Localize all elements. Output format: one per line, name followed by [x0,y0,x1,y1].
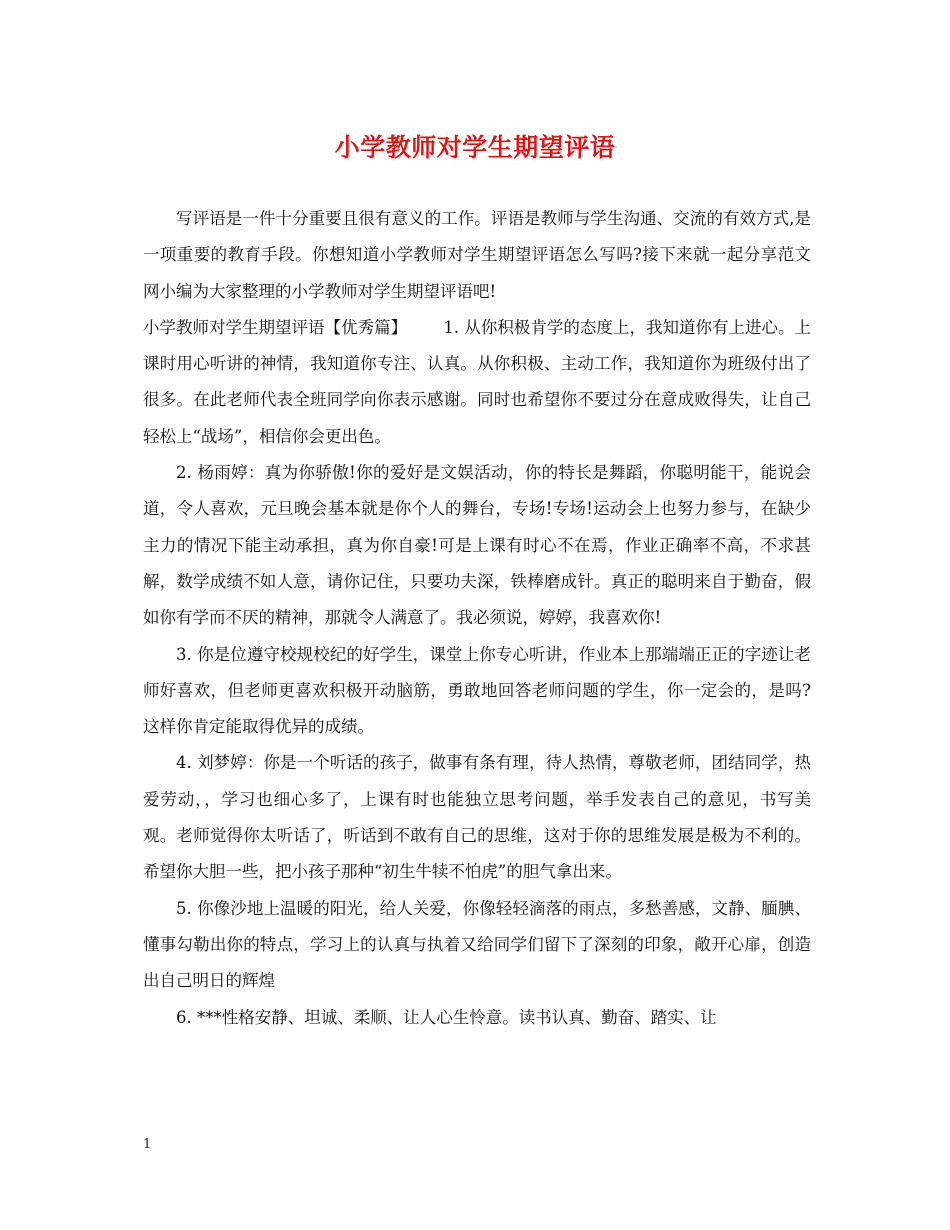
item-6: 6. ***性格安静、坦诚、柔顺、让人心生怜意。读书认真、勤奋、踏实、让 [176,1007,717,1027]
page-number: 1 [143,1137,152,1152]
item-1: 1. 从你积极肯学的态度上，我知道你有上进心。上课时用心听讲的神情，我知道你专注、认真。从你积极、主动工作，我知道你为班级付出了很多。在此老师代表全班同学向你表示感谢。同时也希望你不要过分在意成败得失，让自己轻松上“战场”，相信你会更出色。 [143,317,811,446]
document-body [143,201,811,1036]
section-heading: 小学教师对学生期望评语【优秀篇】 [143,317,408,337]
item-5: 5. 你像沙地上温暖的阳光，给人关爱，你像轻轻滴落的雨点，多愁善感，文静、腼腆、懂事勾勒出你的特点，学习上的认真与执着又给同学们留下了深刻的印象，敞开心扉，创造出自己明日的辉煌 [143,898,811,991]
intro-paragraph: 写评语是一件十分重要且很有意义的工作。评语是教师与学生沟通、交流的有效方式,是一项重要的教育手段。你想知道小学教师对学生期望评语怎么写吗?接下来就一起分享范文网小编为大家整理的小学教师对学生期望评语吧! [143,209,811,301]
item-3: 3. 你是位遵守校规校纪的好学生，课堂上你专心听讲，作业本上那端端正正的字迹让老师好喜欢，但老师更喜欢积极开动脑筋，勇敢地回答老师问题的学生，你一定会的，是吗?这样你肯定能取得优异的成绩。 [143,644,811,737]
section-first-paragraph [143,310,811,455]
item-4: 4. 刘梦婷：你是一个听话的孩子，做事有条有理，待人热情，尊敬老师，团结同学，热爱劳动，，学习也细心多了，上课有时也能独立思考问题，举手发表自己的意见，书写美观。老师觉得你太听话了，听话到不敢有自己的思维，这对于你的思维发展是极为不利的。希望你大胆一些，把小孩子那种“初生牛犊不怕虎”的胆气拿出来。 [143,753,811,882]
document-title: 小学教师对学生期望评语 [334,133,616,162]
item-2: 2. 杨雨婷：真为你骄傲!你的爱好是文娱活动，你的特长是舞蹈，你聪明能干，能说会道，令人喜欢，元旦晚会基本就是你个人的舞台，专场!专场!运动会上也努力参与，在缺少主力的情况下能主动承担，真为你自豪!可是上课有时心不在焉，作业正确率不高，不求甚解，数学成绩不如人意，请你记住，只要功夫深，铁棒磨成针。真正的聪明来自于勤奋，假如你有学而不厌的精神，那就令人满意了。我必须说，婷婷，我喜欢你! [143,463,811,628]
